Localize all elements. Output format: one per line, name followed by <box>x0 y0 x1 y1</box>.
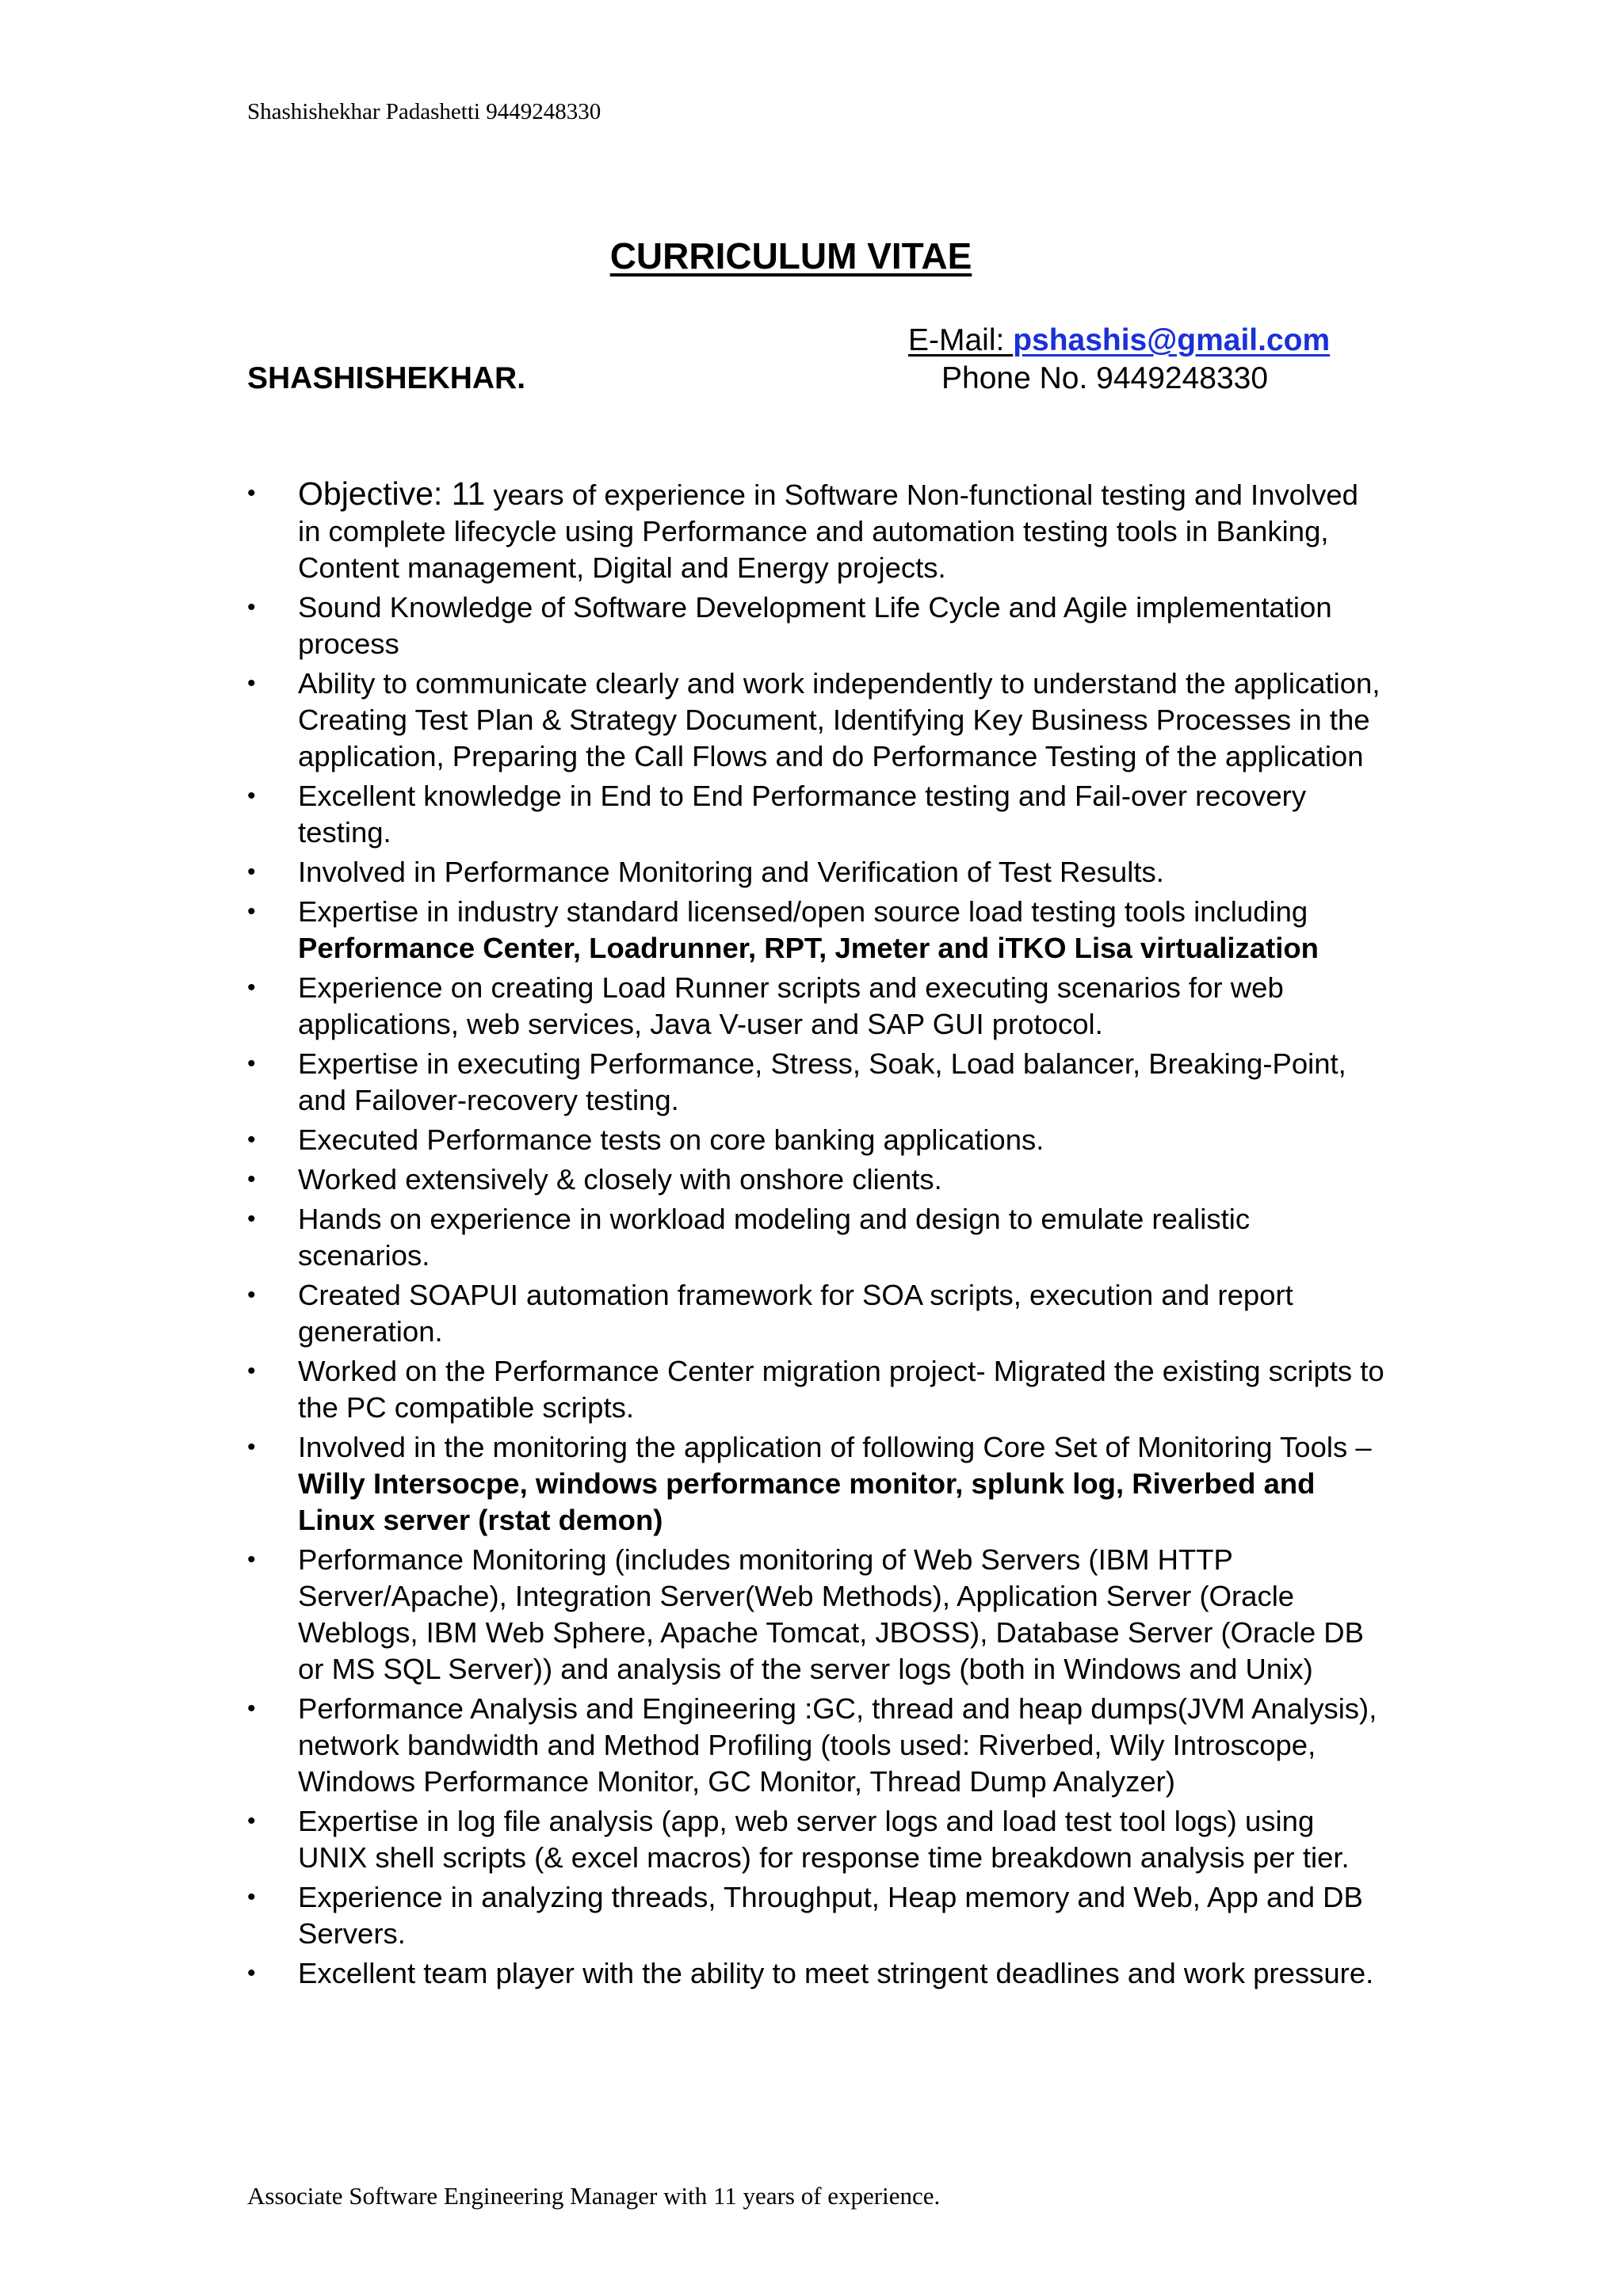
list-item-objective <box>247 475 1388 586</box>
bullet-icon: • <box>247 1358 256 1384</box>
page-header: Shashishekhar Padashetti 9449248330 <box>247 99 601 124</box>
list-item-text: Excellent knowledge in End to End Performance testing and Fail-over recovery testing. <box>298 780 1307 849</box>
list-item-text: Created SOAPUI automation framework for SOA scripts, execution and report generation. <box>298 1279 1293 1348</box>
bullet-icon: • <box>247 670 256 696</box>
list-item <box>247 1955 1388 1992</box>
bullet-icon: • <box>247 1282 256 1308</box>
list-item-bold-text: Willy Intersocpe, windows performance monitor, splunk log, Riverbed and Linux server (rstat demon) <box>298 1467 1316 1536</box>
list-item-text: Expertise in executing Performance, Stress, Soak, Load balancer, Breaking-Point, and Failover-recovery testing. <box>298 1047 1346 1116</box>
bullet-icon: • <box>247 898 256 925</box>
list-item <box>247 1277 1388 1350</box>
document-title: CURRICULUM VITAE <box>609 235 972 277</box>
list-item-text: Expertise in log file analysis (app, web server logs and load test tool logs) using UNIX shell scripts (& excel macros) for response time breakdown analysis per tier. <box>298 1805 1350 1874</box>
bullet-icon: • <box>247 1206 256 1232</box>
list-item-text: Performance Monitoring (includes monitoring of Web Servers (IBM HTTP Server/Apache), Integration Server(Web Methods), Application Server (Oracle Weblogs, IBM Web Sphere, Apache Tomcat, JBOSS), Database Server (Oracle DB or MS SQL Server)) and analysis of the server logs (both in Windows and Unix) <box>298 1543 1365 1685</box>
email-line <box>908 323 1330 358</box>
bullet-icon: • <box>247 859 256 885</box>
objective-prefix: Objective: 11 <box>298 475 486 512</box>
list-item-text: Involved in Performance Monitoring and Verification of Test Results. <box>298 856 1164 888</box>
list-item-text: Worked on the Performance Center migration project- Migrated the existing scripts to the PC compatible scripts. <box>298 1355 1384 1424</box>
list-item <box>247 589 1388 662</box>
list-item <box>247 666 1388 775</box>
bullet-icon: • <box>247 1434 256 1460</box>
list-item-text: Experience on creating Load Runner scripts and executing scenarios for web applications, web services, Java V-user and SAP GUI protocol. <box>298 971 1284 1040</box>
bullet-icon: • <box>247 480 256 506</box>
candidate-name: SHASHISHEKHAR. <box>247 361 526 395</box>
list-item-text: Hands on experience in workload modeling and design to emulate realistic scenarios. <box>298 1203 1251 1272</box>
list-item-text: Worked extensively & closely with onshore clients. <box>298 1163 942 1196</box>
bullet-icon: • <box>247 1960 256 1986</box>
list-item <box>247 1046 1388 1119</box>
page-footer: Associate Software Engineering Manager with 11 years of experience. <box>247 2182 941 2210</box>
bullet-icon: • <box>247 1127 256 1153</box>
list-item <box>247 1879 1388 1952</box>
bullet-icon: • <box>247 1547 256 1573</box>
experience-list <box>247 475 1388 1995</box>
bullet-icon: • <box>247 1695 256 1722</box>
list-item <box>247 1803 1388 1876</box>
list-item <box>247 1122 1388 1158</box>
list-item <box>247 778 1388 851</box>
list-item <box>247 1691 1388 1800</box>
list-item <box>247 854 1388 891</box>
list-item <box>247 1429 1388 1539</box>
list-item-text: Experience in analyzing threads, Throughput, Heap memory and Web, App and DB Servers. <box>298 1881 1363 1950</box>
list-item-text: Performance Analysis and Engineering :GC, thread and heap dumps(JVM Analysis), network bandwidth and Method Profiling (tools used: Riverbed, Wily Introscope, Windows Performance Monitor, GC Monitor, Thread Dump Analyzer) <box>298 1692 1377 1798</box>
list-item-text: Involved in the monitoring the application of following Core Set of Monitoring Tools – <box>298 1431 1372 1463</box>
list-item-text: Excellent team player with the ability to meet stringent deadlines and work pressure. <box>298 1957 1374 1989</box>
list-item <box>247 1201 1388 1274</box>
bullet-icon: • <box>247 1884 256 1910</box>
bullet-icon: • <box>247 594 256 620</box>
bullet-icon: • <box>247 1808 256 1834</box>
bullet-icon: • <box>247 1166 256 1192</box>
objective-text: years of experience in Software Non-functional testing and Involved in complete lifecycle using Performance and automation testing tools in Banking, Content management, Digital and Energy projects. <box>298 479 1358 584</box>
list-item-text: Sound Knowledge of Software Development Life Cycle and Agile implementation process <box>298 591 1332 660</box>
email-label: E-Mail: <box>908 323 1014 357</box>
list-item <box>247 970 1388 1043</box>
bullet-icon: • <box>247 783 256 809</box>
list-item <box>247 1353 1388 1426</box>
list-item-text: Expertise in industry standard licensed/open source load testing tools including <box>298 895 1308 928</box>
list-item-text: Ability to communicate clearly and work independently to understand the application, Creating Test Plan & Strategy Document, Identifying Key Business Processes in the application, Preparing the Call Flows and do Performance Testing of the application <box>298 667 1381 772</box>
bullet-icon: • <box>247 1051 256 1077</box>
list-item <box>247 1542 1388 1688</box>
list-item <box>247 894 1388 967</box>
bullet-icon: • <box>247 974 256 1001</box>
list-item-text: Executed Performance tests on core banking applications. <box>298 1123 1044 1156</box>
list-item-bold-text: Performance Center, Loadrunner, RPT, Jmeter and iTKO Lisa virtualization <box>298 932 1319 964</box>
phone-number: Phone No. 9449248330 <box>941 361 1269 395</box>
email-link[interactable]: pshashis@gmail.com <box>1013 323 1331 357</box>
list-item <box>247 1161 1388 1198</box>
